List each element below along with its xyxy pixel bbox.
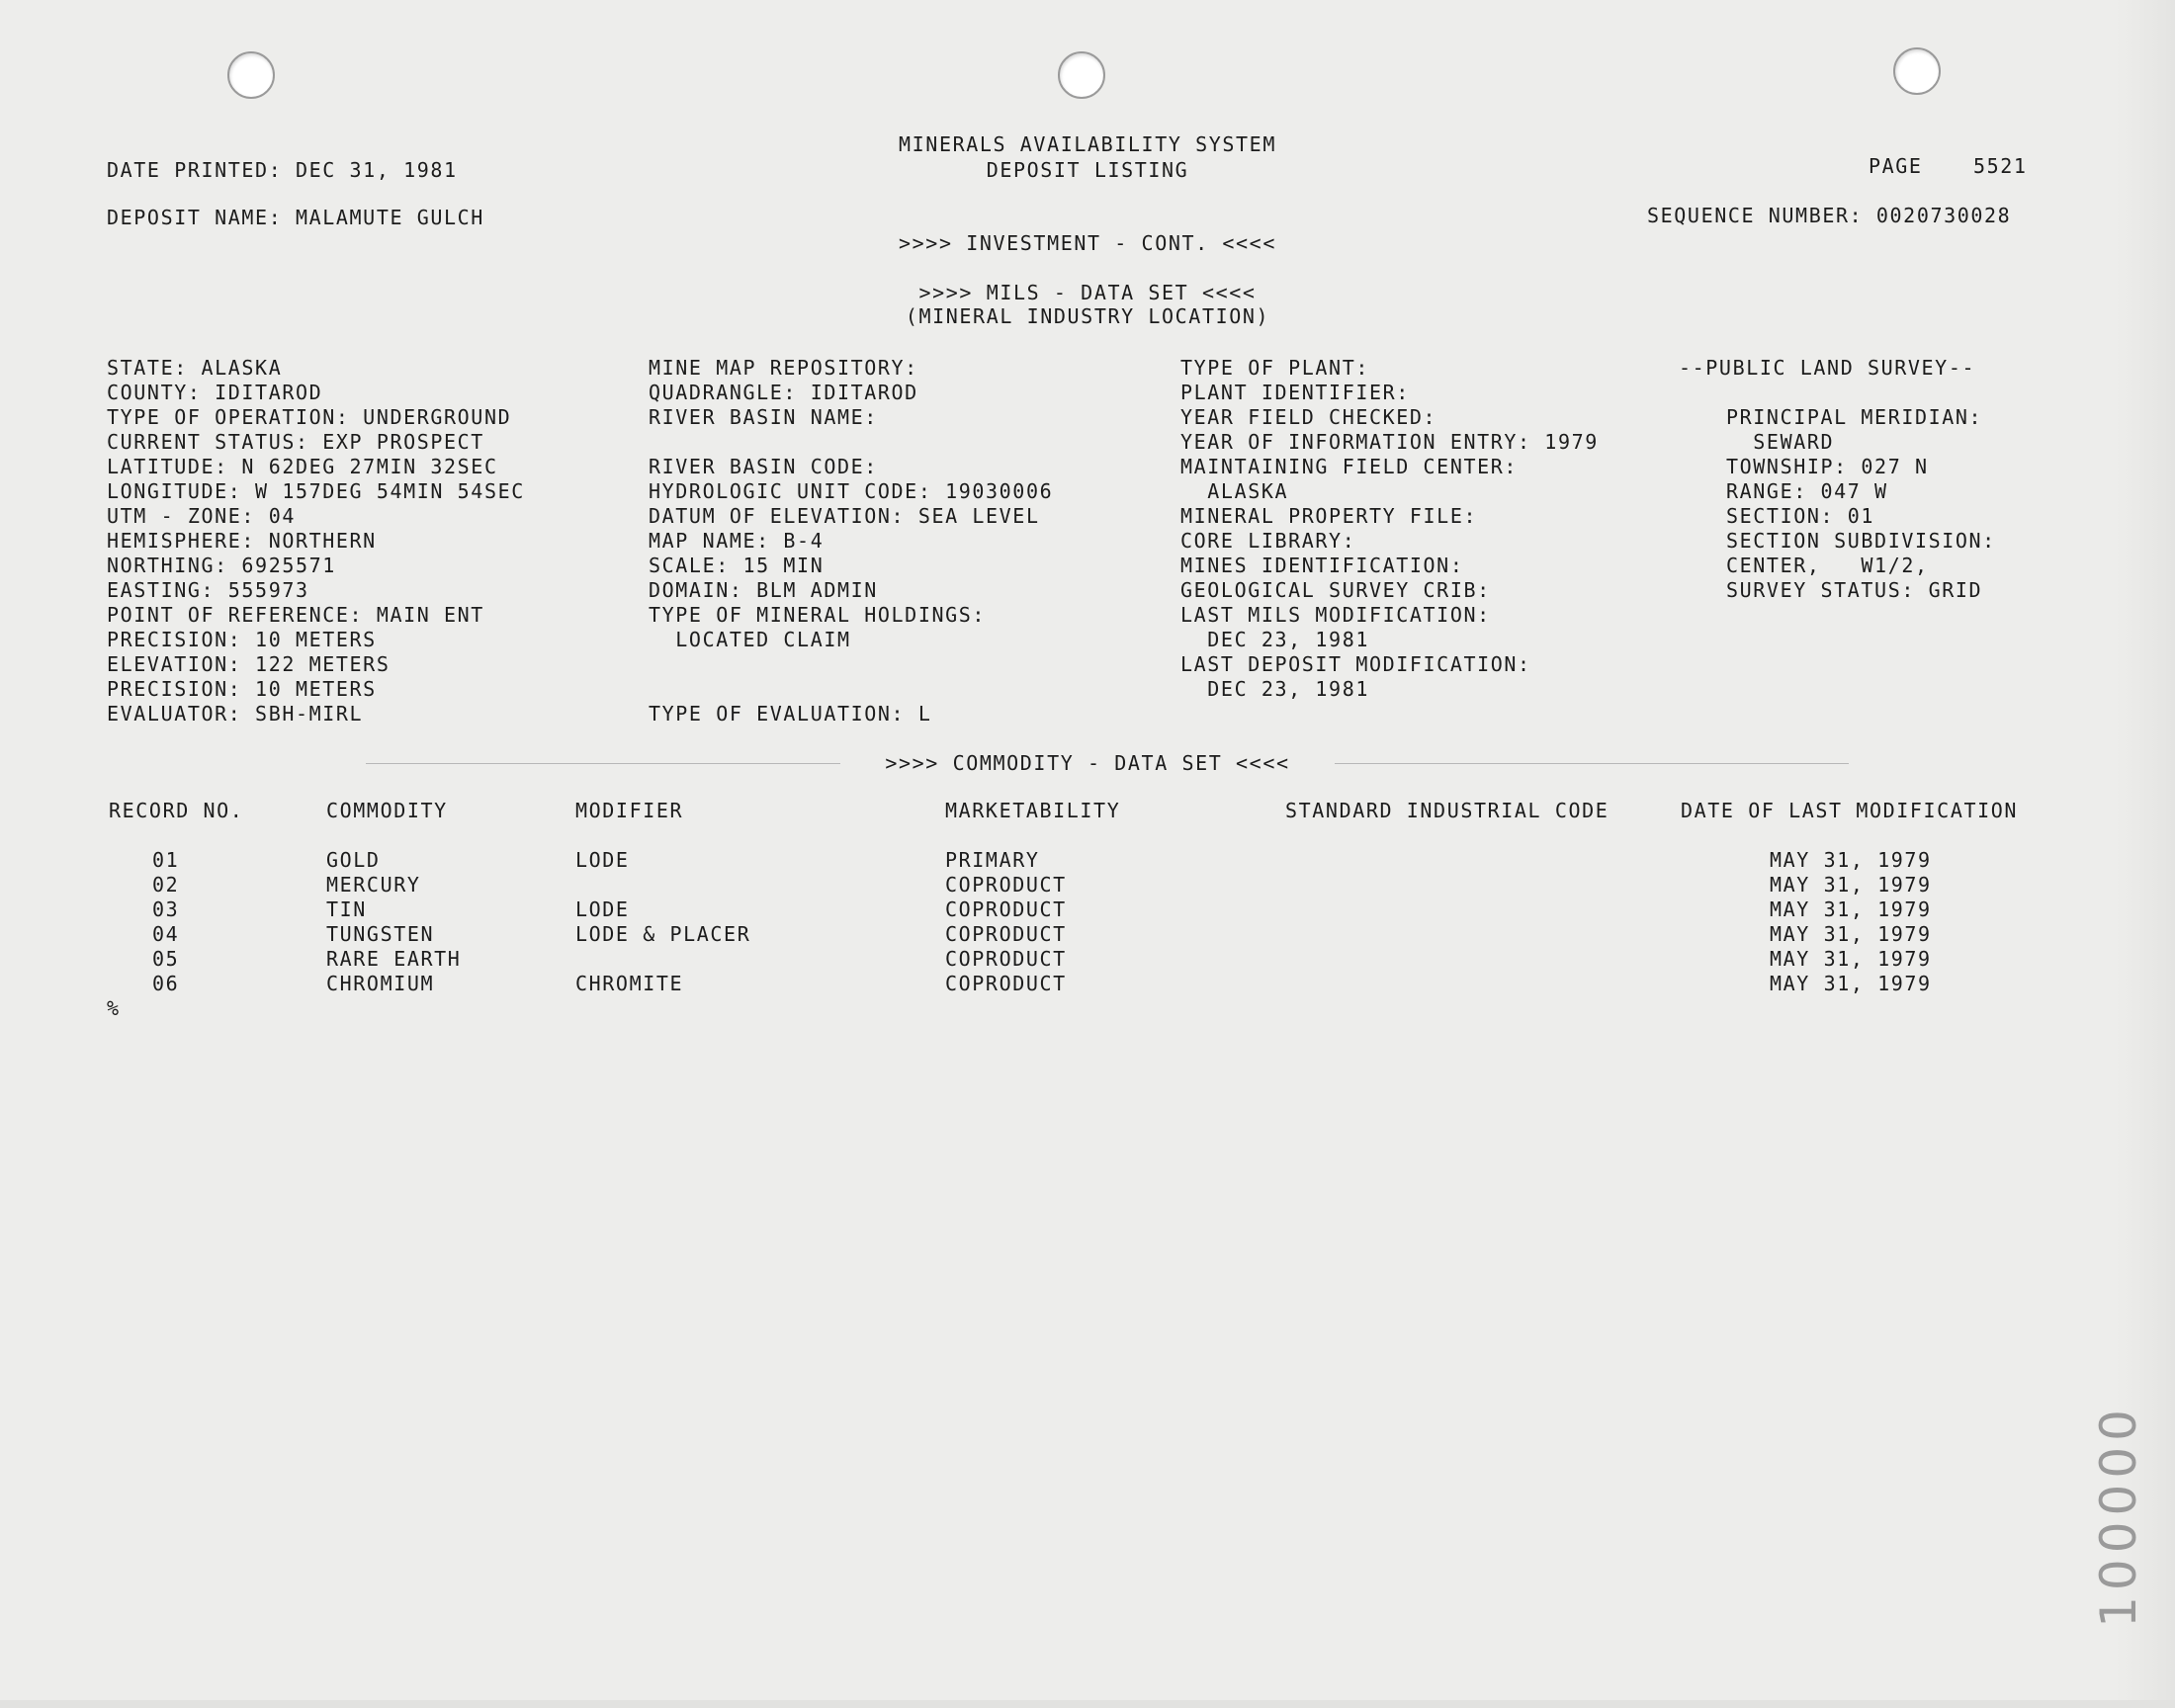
- field-line: LATITUDE: N 62DEG 27MIN 32SEC: [107, 455, 498, 478]
- field-line: ALASKA: [1180, 479, 1289, 503]
- sequence-number: SEQUENCE NUMBER: 0020730028: [1647, 204, 2012, 227]
- cell-date: MAY 31, 1979: [1770, 897, 1932, 921]
- field-line: CENTER, W1/2,: [1726, 554, 1929, 577]
- cell-record: 06: [152, 972, 180, 995]
- header-date-modified: DATE OF LAST MODIFICATION: [1681, 799, 2019, 822]
- field-line: POINT OF REFERENCE: MAIN ENT: [107, 603, 484, 627]
- cell-record: 05: [152, 947, 180, 971]
- cell-marketability: COPRODUCT: [945, 873, 1067, 897]
- field-line: UTM - ZONE: 04: [107, 504, 296, 528]
- field-line: TYPE OF EVALUATION: L: [649, 702, 932, 726]
- field-line: EVALUATOR: SBH-MIRL: [107, 702, 364, 726]
- cell-date: MAY 31, 1979: [1770, 947, 1932, 971]
- field-line: TYPE OF OPERATION: UNDERGROUND: [107, 405, 512, 429]
- punch-hole-right: [1893, 47, 1941, 95]
- header-sic: STANDARD INDUSTRIAL CODE: [1285, 799, 1610, 822]
- field-line: SCALE: 15 MIN: [649, 554, 825, 577]
- field-line: HEMISPHERE: NORTHERN: [107, 529, 377, 553]
- header-modifier: MODIFIER: [575, 799, 684, 822]
- field-line: LAST DEPOSIT MODIFICATION:: [1180, 652, 1531, 676]
- cell-marketability: COPRODUCT: [945, 972, 1067, 995]
- field-line: YEAR FIELD CHECKED:: [1180, 405, 1437, 429]
- commodity-heading: >>>> COMMODITY - DATA SET <<<<: [885, 751, 1290, 775]
- cell-marketability: PRIMARY: [945, 848, 1040, 872]
- field-line: RIVER BASIN NAME:: [649, 405, 878, 429]
- mils-heading: >>>> MILS - DATA SET <<<<: [918, 281, 1257, 304]
- cell-marketability: COPRODUCT: [945, 922, 1067, 946]
- punch-hole-left: [227, 51, 275, 99]
- cell-record: 01: [152, 848, 180, 872]
- paper-bottom-edge: [0, 1700, 2175, 1708]
- field-line: LAST MILS MODIFICATION:: [1180, 603, 1491, 627]
- field-line: COUNTY: IDITAROD: [107, 381, 323, 404]
- cell-marketability: COPRODUCT: [945, 897, 1067, 921]
- field-line: STATE: ALASKA: [107, 356, 283, 380]
- cell-modifier: LODE & PLACER: [575, 922, 751, 946]
- investment-cont-heading: >>>> INVESTMENT - CONT. <<<<: [899, 231, 1276, 255]
- end-mark: %: [107, 996, 121, 1020]
- system-title: MINERALS AVAILABILITY SYSTEM: [899, 132, 1276, 156]
- field-line: MINERAL PROPERTY FILE:: [1180, 504, 1478, 528]
- page-label: PAGE: [1869, 154, 1923, 178]
- field-line: DEC 23, 1981: [1180, 677, 1369, 701]
- cell-record: 02: [152, 873, 180, 897]
- cell-marketability: COPRODUCT: [945, 947, 1067, 971]
- cell-date: MAY 31, 1979: [1770, 848, 1932, 872]
- cell-modifier: CHROMITE: [575, 972, 684, 995]
- cell-commodity: TUNGSTEN: [326, 922, 435, 946]
- land-survey-heading: --PUBLIC LAND SURVEY--: [1679, 356, 1976, 380]
- listing-title: DEPOSIT LISTING: [986, 158, 1189, 182]
- field-line: PRECISION: 10 METERS: [107, 628, 377, 651]
- date-printed: DATE PRINTED: DEC 31, 1981: [107, 158, 458, 182]
- field-line: ELEVATION: 122 METERS: [107, 652, 391, 676]
- cell-date: MAY 31, 1979: [1770, 873, 1932, 897]
- field-line: LONGITUDE: W 157DEG 54MIN 54SEC: [107, 479, 525, 503]
- field-line: RIVER BASIN CODE:: [649, 455, 878, 478]
- field-line: MAP NAME: B-4: [649, 529, 825, 553]
- field-line: QUADRANGLE: IDITAROD: [649, 381, 918, 404]
- field-line: MINE MAP REPOSITORY:: [649, 356, 918, 380]
- mils-subheading: (MINERAL INDUSTRY LOCATION): [905, 304, 1270, 328]
- cell-modifier: LODE: [575, 848, 630, 872]
- field-line: DATUM OF ELEVATION: SEA LEVEL: [649, 504, 1040, 528]
- field-line: DEC 23, 1981: [1180, 628, 1369, 651]
- cell-commodity: GOLD: [326, 848, 381, 872]
- field-line: CORE LIBRARY:: [1180, 529, 1356, 553]
- field-line: NORTHING: 6925571: [107, 554, 336, 577]
- field-line: MAINTAINING FIELD CENTER:: [1180, 455, 1519, 478]
- header-marketability: MARKETABILITY: [945, 799, 1121, 822]
- cell-modifier: LODE: [575, 897, 630, 921]
- header-commodity: COMMODITY: [326, 799, 448, 822]
- cell-date: MAY 31, 1979: [1770, 972, 1932, 995]
- field-line: MINES IDENTIFICATION:: [1180, 554, 1464, 577]
- field-line: DOMAIN: BLM ADMIN: [649, 578, 878, 602]
- field-line: TOWNSHIP: 027 N: [1726, 455, 1929, 478]
- field-line: SURVEY STATUS: GRID: [1726, 578, 1983, 602]
- header-record-no: RECORD NO.: [109, 799, 244, 822]
- field-line: SEWARD: [1726, 430, 1835, 454]
- field-line: SECTION: 01: [1726, 504, 1875, 528]
- field-line: EASTING: 555973: [107, 578, 309, 602]
- field-line: YEAR OF INFORMATION ENTRY: 1979: [1180, 430, 1599, 454]
- frame-number-stamp: 100000: [2090, 1404, 2147, 1628]
- cell-commodity: TIN: [326, 897, 367, 921]
- field-line: HYDROLOGIC UNIT CODE: 19030006: [649, 479, 1054, 503]
- field-line: TYPE OF PLANT:: [1180, 356, 1369, 380]
- field-line: PLANT IDENTIFIER:: [1180, 381, 1410, 404]
- field-line: TYPE OF MINERAL HOLDINGS:: [649, 603, 987, 627]
- cell-date: MAY 31, 1979: [1770, 922, 1932, 946]
- field-line: PRECISION: 10 METERS: [107, 677, 377, 701]
- cell-commodity: RARE EARTH: [326, 947, 462, 971]
- cell-commodity: MERCURY: [326, 873, 421, 897]
- punch-hole-center: [1058, 51, 1105, 99]
- cell-commodity: CHROMIUM: [326, 972, 435, 995]
- cell-record: 04: [152, 922, 180, 946]
- field-line: CURRENT STATUS: EXP PROSPECT: [107, 430, 484, 454]
- field-line: PRINCIPAL MERIDIAN:: [1726, 405, 1983, 429]
- cell-record: 03: [152, 897, 180, 921]
- field-line: SECTION SUBDIVISION:: [1726, 529, 1996, 553]
- field-line: RANGE: 047 W: [1726, 479, 1888, 503]
- deposit-name: DEPOSIT NAME: MALAMUTE GULCH: [107, 206, 484, 229]
- field-line: GEOLOGICAL SURVEY CRIB:: [1180, 578, 1491, 602]
- field-line: LOCATED CLAIM: [649, 628, 851, 651]
- page-number: 5521: [1973, 154, 2028, 178]
